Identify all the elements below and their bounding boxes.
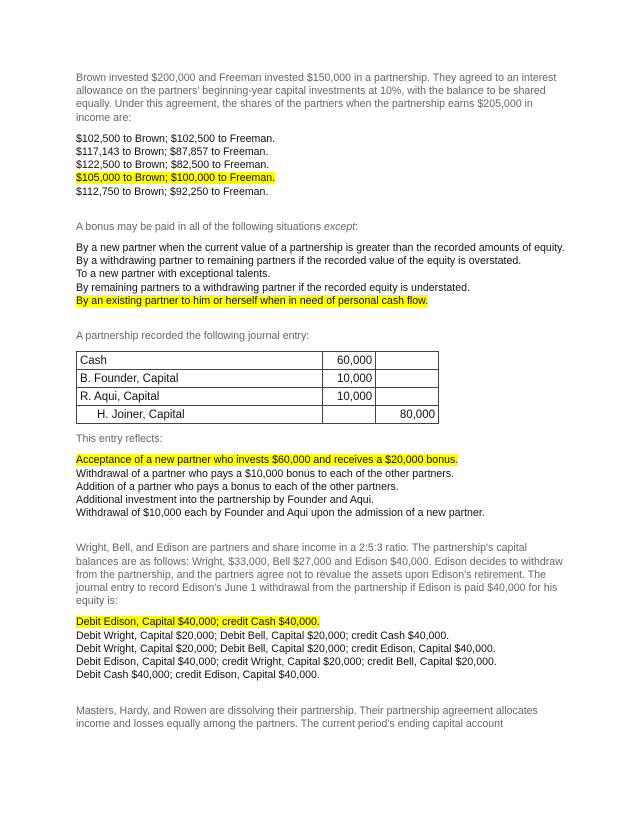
journal-debit: 10,000 <box>323 370 376 388</box>
journal-credit: 80,000 <box>376 406 439 424</box>
question-2-option: By a withdrawing partner to remaining partners if the recorded value of the equity is overstated. <box>76 255 522 268</box>
journal-debit <box>323 406 376 424</box>
journal-entry-table <box>76 351 439 424</box>
question-2-option: By a new partner when the current value of a partnership is greater than the recorded amounts of equity. <box>76 242 565 255</box>
journal-entry-row <box>77 370 439 388</box>
question-1-prompt: Brown invested $200,000 and Freeman invested $150,000 in a partnership. They agreed to an interest allowance on the partners' beginning-year capital investments at 10%, with the balance to be shared equally. Under this agreement, the shares of the partners when the partnership earns $205,000 in income are: <box>76 72 557 124</box>
question-2-prompt <box>76 221 566 234</box>
question-4-correct-option: Debit Edison, Capital $40,000; credit Cash $40,000. <box>76 616 320 629</box>
question-3-option: Withdrawal of $10,000 each by Founder and Aqui upon the admission of a new partner. <box>76 507 485 520</box>
journal-entry-row <box>77 406 439 424</box>
question-2-option: By remaining partners to a withdrawing partner if the recorded equity is understated. <box>76 281 470 294</box>
journal-entry-row <box>77 352 439 370</box>
question-2-prompt-emphasis: except <box>323 220 356 233</box>
question-2-correct-option: By an existing partner to him or herself when in need of personal cash flow. <box>76 294 429 307</box>
question-3-option: Additional investment into the partnership by Founder and Aqui. <box>76 494 374 507</box>
document-page <box>76 72 566 731</box>
journal-account: H. Joiner, Capital <box>77 406 323 424</box>
question-1-option: $102,500 to Brown; $102,500 to Freeman. <box>76 132 276 145</box>
journal-account: Cash <box>77 352 323 370</box>
question-4-option: Debit Cash $40,000; credit Edison, Capital $40,000. <box>76 669 320 682</box>
question-1-option: $117,143 to Brown; $87,857 to Freeman. <box>76 146 269 159</box>
question-3-followup: This entry reflects: <box>76 433 163 446</box>
question-4-prompt: Wright, Bell, and Edison are partners and share income in a 2:5:3 ratio. The partnership's capital balances are as follows: Wright, $33,000, Bell $27,000 and Edison $40,000. Edison decides to withdraw from the partnership, and the partners agree not to revalue the assets upon Edison's retirement. The journal entry to record Edison's June 1 withdrawal from the partnership if Edison is paid $40,000 for his equity is: <box>76 542 563 608</box>
journal-debit: 60,000 <box>323 352 376 370</box>
journal-credit <box>376 370 439 388</box>
question-4-option: Debit Wright, Capital $20,000; Debit Bell, Capital $20,000; credit Edison, Capital $40,000. <box>76 642 496 655</box>
question-2-prompt-text: A bonus may be paid in all of the following situations <box>76 220 324 233</box>
question-3-prompt: A partnership recorded the following journal entry: <box>76 330 310 343</box>
journal-credit <box>376 352 439 370</box>
journal-debit: 10,000 <box>323 388 376 406</box>
question-4-option: Debit Wright, Capital $20,000; Debit Bell, Capital $20,000; credit Cash $40,000. <box>76 629 450 642</box>
question-2-option: To a new partner with exceptional talents. <box>76 268 271 281</box>
journal-entry-row <box>77 388 439 406</box>
journal-credit <box>376 388 439 406</box>
question-1-option: $122,500 to Brown; $82,500 to Freeman. <box>76 159 270 172</box>
journal-account: R. Aqui, Capital <box>77 388 323 406</box>
question-4-option: Debit Edison, Capital $40,000; credit Wright, Capital $20,000; credit Bell, Capital $20,000. <box>76 656 497 669</box>
question-5-prompt: Masters, Hardy, and Rowen are dissolving their partnership. Their partnership agreement allocates income and losses equally among the partners. The current period's ending capital account <box>76 704 538 730</box>
question-3-correct-option: Acceptance of a new partner who invests $60,000 and receives a $20,000 bonus. <box>76 454 459 467</box>
question-2-prompt-end: : <box>355 220 359 233</box>
question-1-option: $112,750 to Brown; $92,250 to Freeman. <box>76 185 269 198</box>
question-3-option: Addition of a partner who pays a bonus to each of the other partners. <box>76 480 399 493</box>
question-1-correct-option: $105,000 to Brown; $100,000 to Freeman. <box>76 172 276 185</box>
question-3-option: Withdrawal of a partner who pays a $10,000 bonus to each of the other partners. <box>76 467 455 480</box>
journal-account: B. Founder, Capital <box>77 370 323 388</box>
